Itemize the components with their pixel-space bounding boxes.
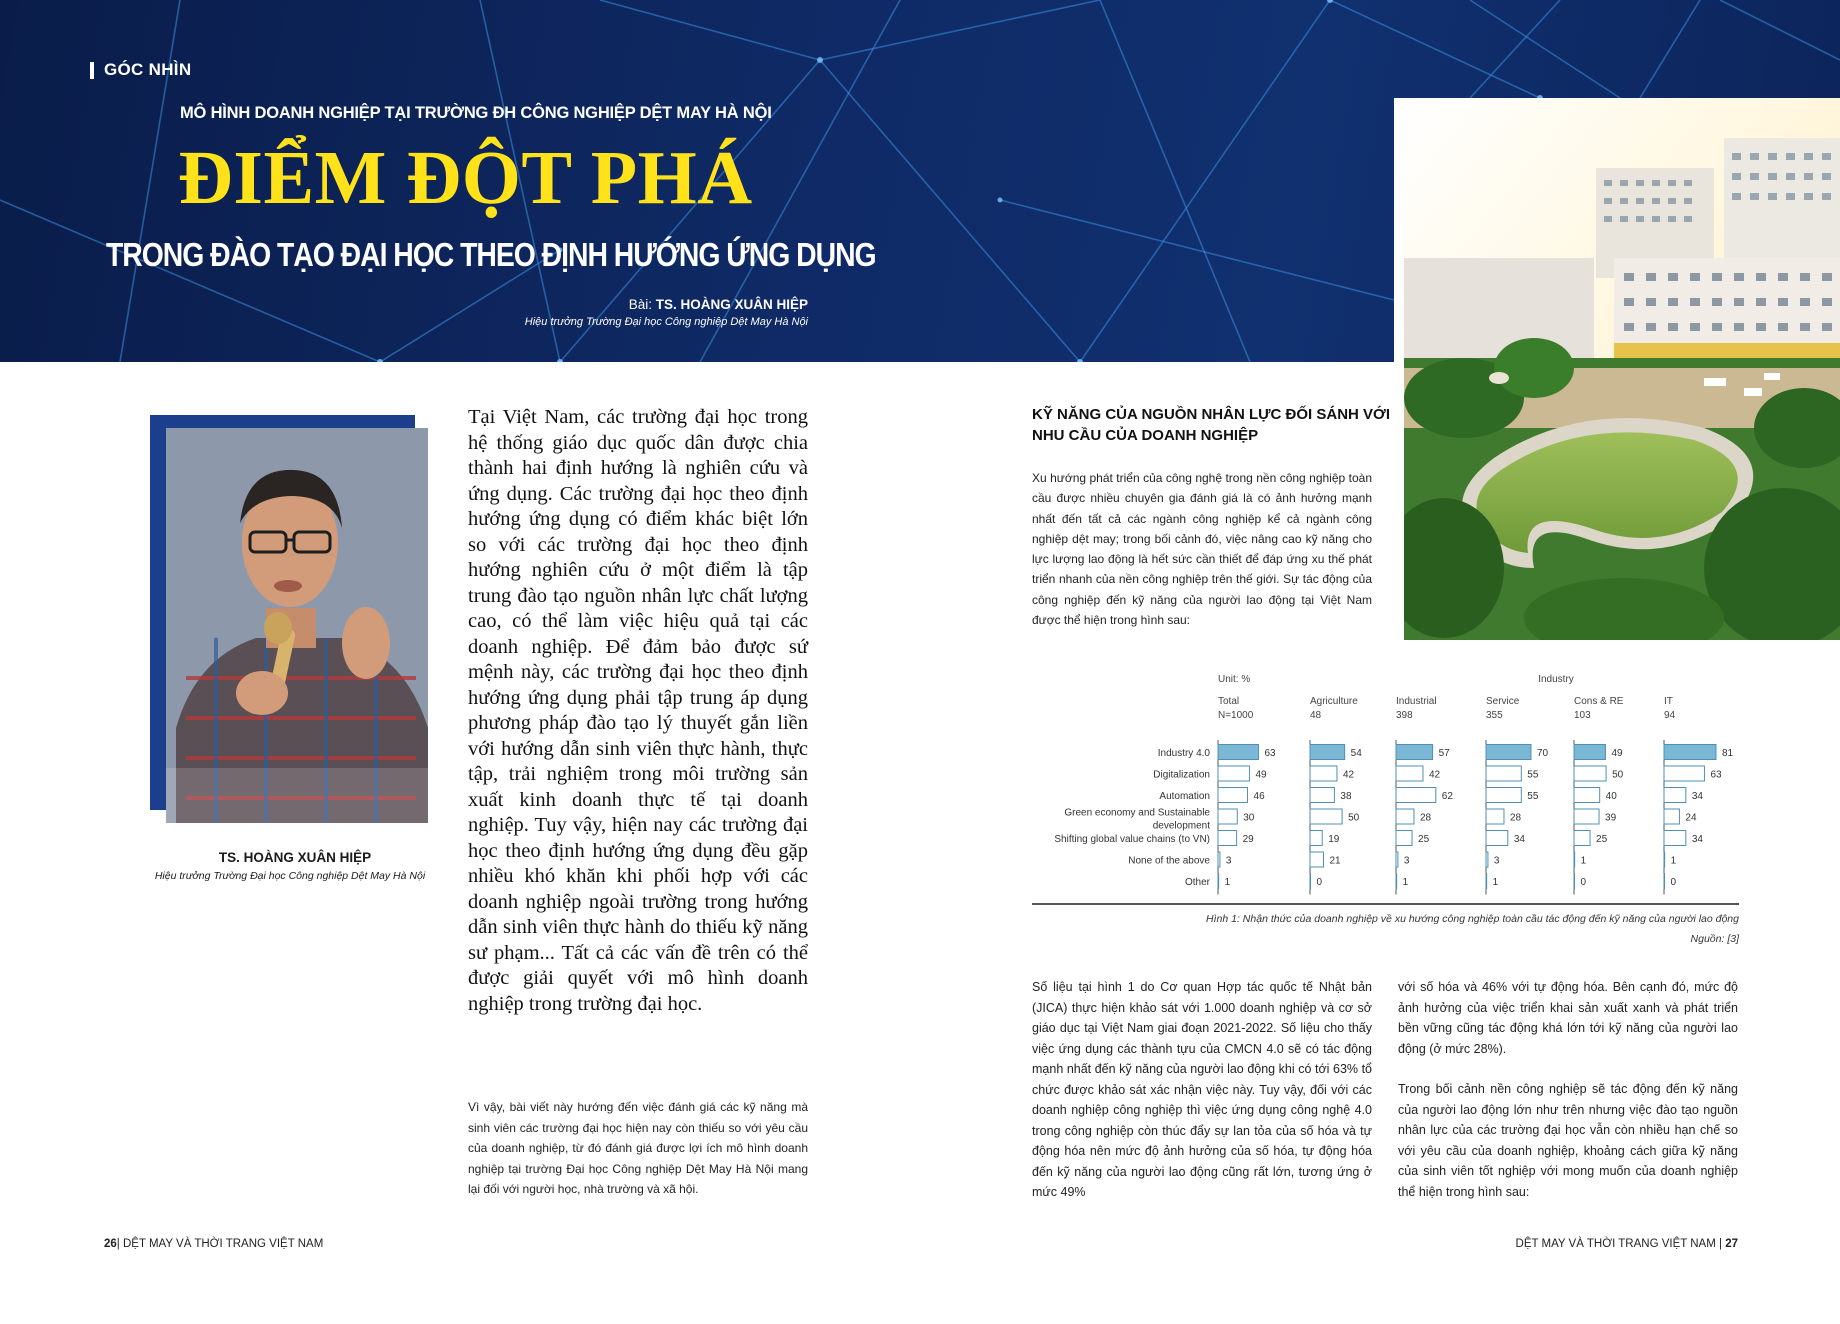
series-n-label: 48 — [1310, 710, 1322, 721]
category-label: Industry 4.0 — [1157, 748, 1210, 759]
bar-value-label: 29 — [1242, 834, 1254, 845]
bar — [1396, 788, 1436, 803]
series-header: IT — [1664, 696, 1673, 707]
portrait-caption-name: TS. HOÀNG XUÂN HIỆP — [218, 850, 372, 865]
bar-value-label: 50 — [1612, 769, 1624, 781]
bar-value-label: 81 — [1722, 748, 1734, 759]
magazine-name-left: | DỆT MAY VÀ THỜI TRANG VIỆT NAM — [116, 1238, 324, 1250]
portrait-caption-role: Hiệu trưởng Trường Đại học Công nghiệp Dệt May Hà Nội — [154, 870, 426, 882]
bar-value-label: 24 — [1685, 812, 1697, 824]
byline — [629, 297, 808, 312]
bar — [1664, 745, 1716, 760]
category-label: Other — [1184, 877, 1210, 888]
series-n-label: 94 — [1664, 710, 1676, 721]
bar — [1486, 745, 1531, 760]
series-n-label: 355 — [1486, 710, 1503, 721]
bar — [1574, 831, 1590, 846]
series-header: Industrial — [1396, 696, 1437, 707]
series-header: Total — [1218, 696, 1240, 707]
section-heading: KỸ NĂNG CỦA NGUỒN NHÂN LỰC ĐỐI SÁNH VỚI NHU CẦU CỦA DOANH NGHIỆP — [1032, 406, 1391, 444]
bar — [1574, 809, 1599, 824]
body-paragraph: với số hóa và 46% với tự động hóa. Bên cạnh đó, mức độ ảnh hưởng của việc triển khai sản xuất xanh và phát triển bền vững cũng tác động khá lớn tới kỹ năng của người lao động (ở mức 28%). — [1398, 980, 1738, 1056]
bar-value-label: 70 — [1536, 748, 1549, 759]
bar-value-label: 49 — [1611, 748, 1623, 759]
bar-value-label: 46 — [1253, 791, 1265, 802]
bar — [1396, 852, 1398, 867]
bar-value-label: 1 — [1224, 877, 1231, 888]
campus-illustration — [1404, 98, 1840, 640]
bar-value-label: 0 — [1670, 877, 1677, 888]
campus-photo — [1394, 98, 1840, 640]
bar — [1664, 766, 1704, 781]
bar — [1310, 766, 1337, 781]
bar — [1310, 874, 1311, 889]
bar-value-label: 1 — [1580, 855, 1587, 867]
bar-value-label: 34 — [1513, 834, 1525, 845]
bar — [1396, 809, 1414, 824]
bar-value-label: 1 — [1670, 855, 1677, 867]
bar-value-label: 30 — [1243, 812, 1255, 824]
bar — [1218, 745, 1258, 760]
bar — [1310, 809, 1342, 824]
bar — [1396, 874, 1397, 889]
article-kicker: MÔ HÌNH DOANH NGHIỆP TẠI TRƯỜNG ĐH CÔNG NGHIỆP DỆT MAY HÀ NỘI — [180, 104, 772, 122]
article-title: ĐIỂM ĐỘT PHÁ — [178, 136, 753, 220]
bar — [1218, 766, 1249, 781]
bar-value-label: 1 — [1492, 877, 1499, 888]
bar — [1664, 831, 1686, 846]
bar-value-label: 50 — [1348, 812, 1360, 824]
bar — [1218, 788, 1248, 803]
section-tag: GÓC NHÌN — [104, 60, 192, 79]
portrait-illustration — [166, 428, 428, 823]
bar-value-label: 49 — [1255, 769, 1267, 781]
bar-value-label: 0 — [1580, 877, 1587, 888]
bar — [1664, 788, 1686, 803]
bar-value-label: 19 — [1328, 834, 1340, 845]
bar — [1218, 874, 1219, 889]
bar-value-label: 62 — [1441, 791, 1453, 802]
intro-paragraph: Vì vậy, bài viết này hướng đến việc đánh giá các kỹ năng mà sinh viên các trường đại học hiện nay còn thiếu so với yêu cầu của doanh nghiệp, từ đó đánh giá được lợi ích mô hình doanh nghiệp tại trường Đại học Công nghiệp Dệt May Hà Nội mang lại đối với người học, nhà trường và xã hội. — [468, 1100, 808, 1196]
category-label: Automation — [1159, 791, 1210, 802]
body-column-left: Số liệu tại hình 1 do Cơ quan Hợp tác quốc tế Nhật bản (JICA) thực hiện khảo sát với 1.000 doanh nghiệp và cơ sở giáo dục tại Việt Nam giai đoạn 2021-2022. Số liệu cho thấy việc ứng dụng các thành tựu của CMCN 4.0 sẽ có tác động mạnh nhất đến kỹ năng của người lao động khi có tới 63% tổ chức được khảo sát xác nhận việc này. Tuy vậy, đối với các doanh nghiệp công nghiệp thì việc ứng dụng công nghệ 4.0 trong công nghiệp còn thúc đẩy sự lan tỏa của số hóa và tự động hóa nên mức độ ảnh hưởng của số hóa, tự động hóa đến kỹ năng của người lao động cũng rất lớn, tương ứng ở mức 49% — [1032, 980, 1372, 1199]
chart-unit-label: Unit: % — [1218, 674, 1251, 685]
category-label: None of the above — [1128, 855, 1210, 867]
bar — [1574, 766, 1606, 781]
bar-value-label: 34 — [1691, 834, 1703, 845]
bar-value-label: 34 — [1691, 791, 1703, 802]
bar — [1486, 766, 1521, 781]
series-header: Service — [1486, 696, 1520, 707]
bar-value-label: 3 — [1225, 855, 1232, 867]
bar-value-label: 54 — [1350, 748, 1362, 759]
bar — [1310, 852, 1323, 867]
series-n-label: N=1000 — [1218, 710, 1254, 721]
bar — [1396, 766, 1423, 781]
bar-value-label: 63 — [1710, 769, 1722, 781]
category-label: Digitalization — [1153, 769, 1210, 781]
bar — [1486, 788, 1521, 803]
bar-value-label: 39 — [1605, 812, 1617, 824]
bar-value-label: 63 — [1264, 748, 1276, 759]
author-portrait — [166, 428, 428, 823]
bar-value-label: 42 — [1342, 769, 1355, 781]
series-n-label: 398 — [1396, 710, 1413, 721]
bar-value-label: 21 — [1329, 855, 1341, 867]
chart-divider — [1032, 903, 1739, 905]
bar — [1486, 809, 1504, 824]
series-n-label: 103 — [1574, 710, 1591, 721]
bar — [1664, 809, 1679, 824]
category-label: Green economy and Sustainable — [1064, 807, 1210, 819]
category-label-line2: development — [1152, 820, 1210, 832]
bar-value-label: 42 — [1428, 769, 1441, 781]
bar-value-label: 25 — [1418, 834, 1430, 845]
bar-value-label: 28 — [1419, 812, 1432, 824]
series-header: Cons & RE — [1574, 696, 1624, 707]
bar — [1218, 831, 1237, 846]
bar-value-label: 28 — [1509, 812, 1522, 824]
bar-value-label: 55 — [1527, 791, 1539, 802]
body-paragraph: Trong bối cảnh nền công nghiệp sẽ tác động đến kỹ năng của người lao động lớn như trên nhưng việc đào tạo nguồn nhân lực của các trường đại học vẫn còn nhiều hạn chế so với yêu cầu của doanh nghiệp, khoảng cách giữa kỹ năng của sinh viên tốt nghiệp với mong muốn của doanh nghiệp thể hiện trong hình sau: — [1398, 1082, 1738, 1199]
bar — [1574, 874, 1575, 889]
section-paragraph: Xu hướng phát triển của công nghệ trong nền công nghiệp toàn cầu được nhiều chuyên gia đánh giá là có ảnh hưởng mạnh nhất đến tất cả các ngành công nghiệp kể cả ngành công nghiệp dệt may; trong bối cảnh đó, việc nâng cao kỹ năng cho lực lượng lao động là hết sức cần thiết để đáp ứng xu thế phát triển nhanh của nền công nghiệp trên thế giới. Sự tác động của công nghiệp đến kỹ năng của người lao động tại Việt Nam được thể hiện trong hình sau: — [1032, 471, 1372, 628]
bar — [1574, 745, 1605, 760]
bar — [1396, 831, 1412, 846]
bar — [1574, 788, 1600, 803]
bar — [1664, 852, 1665, 867]
lead-paragraph: Tại Việt Nam, các trường đại học trong hệ thống giáo dục quốc dân được chia thành hai định hướng là nghiên cứu và ứng dụng. Các trường đại học theo định hướng ứng dụng có điểm khác biệt lớn so với các trường đại học theo định hướng nghiên cứu ở một điểm là tập trung đào tạo nguồn nhân lực chất lượng cao, có thể làm việc hiệu quả tại các doanh nghiệp. Để đảm bảo được sứ mệnh này, các trường đại học theo định hướng ứng dụng phải tập trung áp dụng phương pháp đào tạo lý thuyết gắn liền với hướng dẫn sinh viên thực hành, thực tập, trải nghiệm trong môi trường sản xuất kinh doanh thực tế tại doanh nghiệp. Tuy vậy, hiện nay các trường đại học theo định hướng ứng dụng đều gặp nhiều khó khăn khi phối hợp với các doanh nghiệp ngoài trường trong hướng dẫn sinh viên thực hành do thiếu kỹ năng sư phạm... Tất cả các vấn đề trên có thể được giải quyết với mô hình doanh nghiệp trong trường đại học. — [468, 406, 808, 1015]
bar — [1486, 874, 1487, 889]
page-number-right: 27 — [1725, 1238, 1738, 1250]
figure-source: Nguồn: [3] — [1690, 933, 1739, 945]
article-subtitle: TRONG ĐÀO TẠO ĐẠI HỌC THEO ĐỊNH HƯỚNG ỨNG DỤNG — [106, 236, 876, 273]
chart-group-title: Industry — [1538, 674, 1574, 685]
figure-caption: Hình 1: Nhận thức của doanh nghiệp về xu hướng công nghiệp toàn cầu tác động đến kỹ năng của người lao động — [1206, 913, 1739, 925]
bar-value-label: 57 — [1438, 748, 1450, 759]
bar-value-label: 3 — [1493, 855, 1500, 867]
series-header: Agriculture — [1310, 696, 1358, 707]
bar-value-label: 1 — [1402, 877, 1409, 888]
bar — [1218, 809, 1237, 824]
page-number-left: 26 — [104, 1238, 117, 1250]
bar — [1310, 788, 1334, 803]
skills-impact-chart — [1030, 668, 1740, 908]
footer-left — [104, 1238, 323, 1250]
bar-value-label: 38 — [1340, 791, 1352, 802]
bar-value-label: 3 — [1403, 855, 1410, 867]
bar-value-label: 25 — [1596, 834, 1608, 845]
byline-role: Hiệu trưởng Trường Đại học Công nghiệp Dệt May Hà Nội — [524, 316, 808, 328]
byline-author: TS. HOÀNG XUÂN HIỆP — [655, 297, 808, 312]
bar — [1486, 831, 1508, 846]
body-column-right — [1398, 977, 1738, 1222]
footer-right — [1516, 1238, 1738, 1250]
bar — [1310, 745, 1345, 760]
bar-value-label: 40 — [1605, 791, 1617, 802]
bar — [1218, 852, 1220, 867]
bar — [1310, 831, 1322, 846]
bar-value-label: 0 — [1316, 877, 1323, 888]
category-label: Shifting global value chains (to VN) — [1054, 834, 1210, 845]
byline-prefix: Bài: — [628, 297, 656, 312]
bar — [1574, 852, 1575, 867]
bar — [1664, 874, 1665, 889]
bar — [1486, 852, 1488, 867]
magazine-name-right: DỆT MAY VÀ THỜI TRANG VIỆT NAM | — [1515, 1238, 1722, 1250]
bar — [1396, 745, 1433, 760]
bar-value-label: 55 — [1527, 769, 1539, 781]
